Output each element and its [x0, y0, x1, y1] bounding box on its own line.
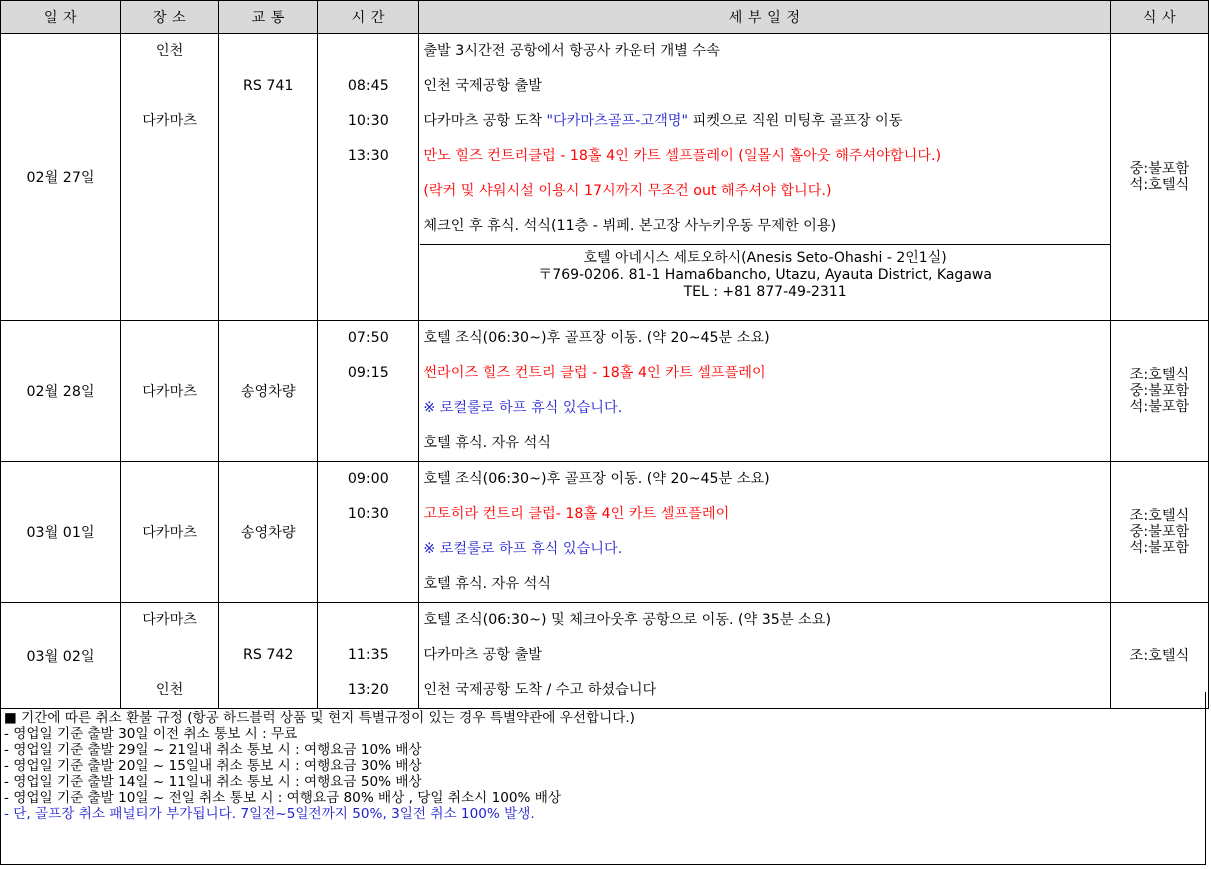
cancellation-policy: [0, 692, 1206, 865]
hotel-address: 〒769-0206. 81-1 Hama6bancho, Utazu, Ayauta District, Kagawa: [538, 267, 992, 283]
time-line: 10:30: [347, 113, 389, 129]
place-line: 다카마츠: [142, 113, 198, 129]
schedule-line: 호텔 조식(06:30~)후 골프장 이동. (약 20~45분 소요): [423, 330, 770, 346]
policy-item: - 영업일 기준 출발 29일 ~ 21일내 취소 통보 시 : 여행요금 10% 배상: [4, 742, 422, 758]
schedule-line: 호텔 휴식. 자유 석식: [423, 576, 552, 592]
schedule-line: 인천 국제공항 출발: [423, 78, 542, 94]
date-cell: 03월 01일: [1, 462, 121, 603]
golf-course-line: 만노 힐즈 컨트리클럽 - 18홀 4인 카트 셀프플레이 (일몰시 홀아웃 해주셔야합니다.): [423, 148, 942, 164]
header-detail: 세 부 일 정: [419, 1, 1111, 34]
golf-penalty-note: - 단, 골프장 취소 패널티가 부가됩니다. 7일전~5일전까지 50%, 3일전 취소 100% 발생.: [4, 806, 535, 822]
meal-line: 석:호텔식: [1129, 177, 1190, 193]
meal-cell: [1110, 34, 1208, 321]
schedule-line: 호텔 휴식. 자유 석식: [423, 435, 552, 451]
schedule-line: 호텔 조식(06:30~) 및 체크아웃후 공항으로 이동. (약 35분 소요): [423, 612, 831, 628]
date-cell: 03월 02일: [1, 603, 121, 709]
time-line: 10:30: [347, 506, 389, 522]
meal-cell: [1110, 321, 1208, 462]
transport-cell: 송영차량: [219, 321, 318, 462]
schedule-line: 인천 국제공항 도착 / 수고 하셨습니다: [423, 682, 657, 698]
time-cell: [318, 34, 419, 321]
policy-item: - 영업일 기준 출발 10일 ~ 전일 취소 통보 시 : 여행요금 80% 배상 , 당일 취소시 100% 배상: [4, 790, 562, 806]
place-line: 인천: [155, 682, 184, 698]
schedule-line: 출발 3시간전 공항에서 항공사 카운터 개별 수속: [423, 43, 720, 59]
local-rule-line: ※ 로컬룰로 하프 휴식 있습니다.: [423, 541, 623, 557]
schedule-line: [420, 104, 1110, 139]
time-line: 13:20: [347, 682, 389, 698]
place-cell: 다카마츠: [121, 321, 219, 462]
hotel-info-box: [420, 244, 1110, 301]
policy-item: - 영업일 기준 출발 20일 ~ 15일내 취소 통보 시 : 여행요금 30% 배상: [4, 758, 422, 774]
schedule-cell: [419, 321, 1111, 462]
meal-cell: [1110, 462, 1208, 603]
meal-line: 중:불포함: [1129, 161, 1190, 177]
hotel-tel: TEL : +81 877-49-2311: [683, 284, 847, 300]
header-transport: 교 통: [219, 1, 318, 34]
date-cell: 02월 28일: [1, 321, 121, 462]
header-date: 일 자: [1, 1, 121, 34]
date-cell: 02월 27일: [1, 34, 121, 321]
meal-line: 석:불포함: [1129, 399, 1190, 415]
place-line: 인천: [155, 43, 184, 59]
golf-course-line: 썬라이즈 힐즈 컨트리 클럽 - 18홀 4인 카트 셀프플레이: [423, 365, 766, 381]
time-cell: [318, 321, 419, 462]
transport-cell: [219, 34, 318, 321]
hotel-name: 호텔 아네시스 세토오하시(Anesis Seto-Ohashi - 2인1실): [583, 250, 947, 266]
time-line: 13:30: [347, 148, 389, 164]
time-line: 07:50: [347, 330, 389, 346]
schedule-cell: [419, 34, 1111, 321]
day-row-0227: [1, 34, 1209, 321]
locker-notice-line: (락커 및 샤워시설 이용시 17시까지 무조건 out 해주셔야 합니다.): [423, 183, 832, 199]
flight-number: RS 741: [242, 78, 294, 94]
schedule-line: 체크인 후 휴식. 석식(11층 - 뷔페. 본고장 사누키우동 무제한 이용): [423, 218, 837, 234]
meal-line: 조:호텔식: [1129, 508, 1190, 524]
header-row: [1, 1, 1209, 34]
flight-number: RS 742: [242, 647, 294, 663]
picket-name: "다카마츠골프-고객명": [546, 113, 689, 129]
policy-title: ■ 기간에 따른 취소 환불 규정 (항공 하드블럭 상품 및 현지 특별규정이 있는 경우 특별약관에 우선합니다.): [4, 710, 635, 726]
place-line: 다카마츠: [142, 612, 198, 628]
schedule-text: 다카마츠 공항 도착: [423, 113, 547, 129]
local-rule-line: ※ 로컬룰로 하프 휴식 있습니다.: [423, 400, 623, 416]
transport-cell: 송영차량: [219, 462, 318, 603]
time-line: 09:00: [347, 471, 389, 487]
time-line: 11:35: [347, 647, 389, 663]
time-line: 09:15: [347, 365, 389, 381]
header-time: 시 간: [318, 1, 419, 34]
schedule-line: 다카마츠 공항 출발: [423, 647, 542, 663]
place-cell: 다카마츠: [121, 462, 219, 603]
time-cell: [318, 462, 419, 603]
policy-item: - 영업일 기준 출발 30일 이전 취소 통보 시 : 무료: [4, 726, 298, 742]
schedule-line: 호텔 조식(06:30~)후 골프장 이동. (약 20~45분 소요): [423, 471, 770, 487]
meal-line: 석:불포함: [1129, 540, 1190, 556]
day-row-0228: [1, 321, 1209, 462]
policy-item: - 영업일 기준 출발 14일 ~ 11일내 취소 통보 시 : 여행요금 50% 배상: [4, 774, 422, 790]
meal-line: 조:호텔식: [1129, 367, 1190, 383]
header-meal: 식 사: [1110, 1, 1208, 34]
schedule-cell: [419, 462, 1111, 603]
meal-line: 조:호텔식: [1129, 647, 1190, 664]
place-cell: [121, 34, 219, 321]
header-place: 장 소: [121, 1, 219, 34]
meal-line: 중:불포함: [1129, 524, 1190, 540]
meal-line: 중:불포함: [1129, 383, 1190, 399]
day-row-0301: [1, 462, 1209, 603]
time-line: 08:45: [347, 78, 389, 94]
schedule-text: 피켓으로 직원 미팅후 골프장 이동: [688, 113, 903, 129]
golf-course-line: 고토히라 컨트리 클럽- 18홀 4인 카트 셀프플레이: [423, 506, 730, 522]
